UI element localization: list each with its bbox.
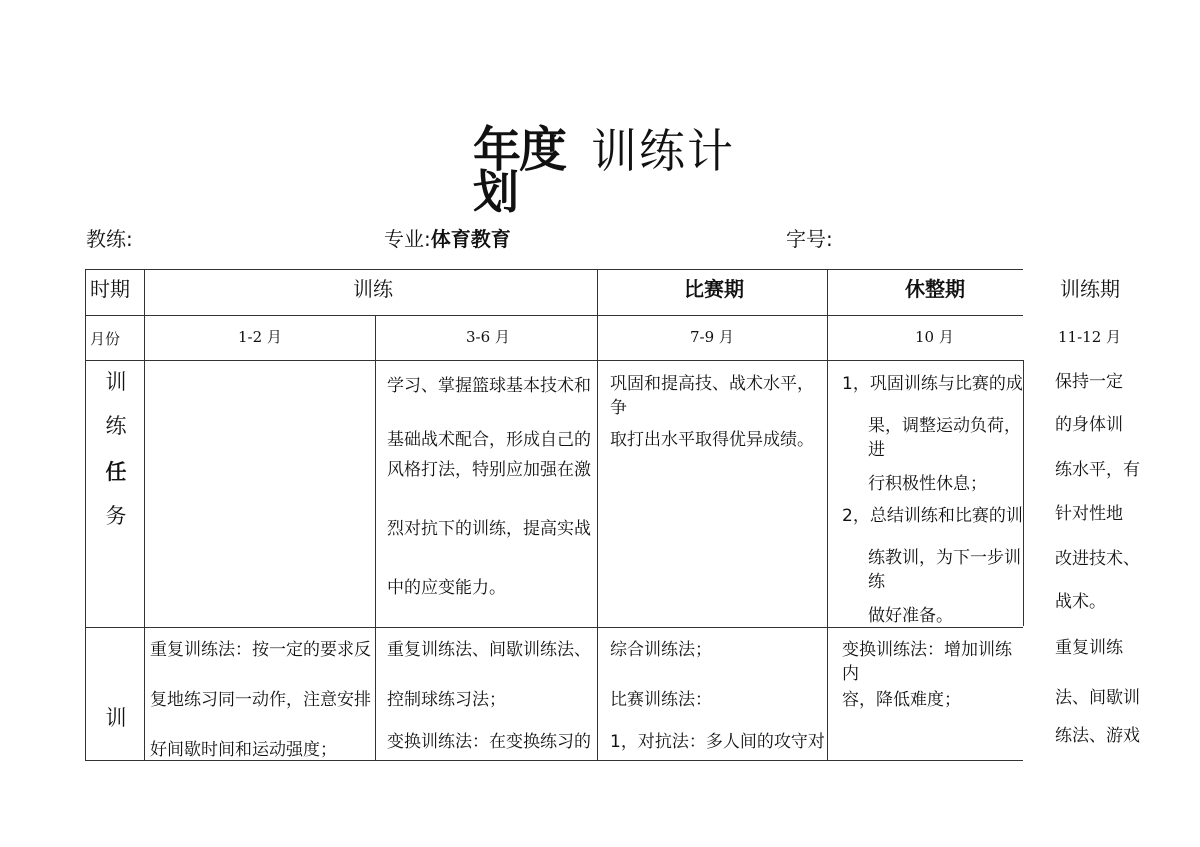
month-1-2: 1-2 月 [238, 328, 282, 346]
task-7-9-line: 巩固和提高技、战术水平，争 [610, 374, 814, 418]
task-11-12-line: 战术。 [1055, 592, 1106, 612]
method-10-line: 变换训练法：增加训练内 [842, 640, 1012, 684]
method-3-6-line: 控制球练习法； [387, 690, 506, 710]
task-11-12-line: 改进技术、 [1055, 549, 1140, 569]
period-competition: 比赛期 [684, 277, 744, 301]
method-3-6-line: 变换训练法：在变换练习的 [387, 732, 591, 752]
task-label-char: 务 [105, 504, 127, 528]
period-training-2: 训练期 [1060, 277, 1120, 301]
task-label-char: 任 [105, 460, 127, 484]
major-label: 专业: [384, 227, 431, 251]
period-training: 训练 [353, 277, 393, 301]
method-11-12-line: 练法、游戏 [1055, 726, 1140, 746]
month-7-9: 7-9 月 [690, 328, 734, 346]
task-11-12-line: 练水平，有 [1055, 460, 1140, 480]
method-1-2-line: 复地练习同一动作，注意安排 [150, 690, 371, 710]
task-3-6-line: 基础战术配合，形成自己的 [387, 430, 591, 450]
number-label: 字号: [786, 227, 833, 251]
method-1-2-line: 重复训练法：按一定的要求反 [150, 640, 371, 660]
title-part-wrapped: 划 [473, 165, 519, 219]
task-10-line: 2，总结训练和比赛的训 [842, 506, 1023, 526]
major-value: 体育教育 [430, 227, 511, 251]
month-10: 10 月 [915, 328, 954, 346]
task-10-line: 1，巩固训练与比赛的成 [842, 374, 1023, 394]
title-part-bold: 年度 [473, 122, 566, 178]
month-11-12: 11-12 月 [1058, 328, 1122, 346]
coach-label: 教练: [86, 227, 133, 251]
task-7-9-line: 取打出水平取得优异成绩。 [610, 430, 814, 450]
task-10-line: 果，调整运动负荷，进 [868, 416, 1021, 460]
method-7-9-line: 比赛训练法： [610, 690, 712, 710]
period-rest: 休整期 [905, 277, 965, 301]
method-7-9-line: 1，对抗法：多人间的攻守对 [610, 732, 825, 752]
task-3-6-line: 学习、掌握篮球基本技术和 [387, 376, 591, 396]
task-label-char: 练 [105, 414, 127, 438]
task-11-12-line: 的身体训 [1055, 415, 1123, 435]
task-11-12-line: 针对性地 [1055, 504, 1123, 524]
method-3-6-line: 重复训练法、间歇训练法、 [387, 640, 591, 660]
task-3-6-line: 烈对抗下的训练，提高实战 [387, 519, 591, 539]
major-field [384, 226, 511, 252]
month-label: 月份 [90, 330, 121, 348]
method-10-line: 容，降低难度； [842, 690, 961, 710]
method-7-9-line: 综合训练法； [610, 640, 712, 660]
task-3-6-line: 风格打法，特别应加强在激 [387, 460, 591, 480]
task-3-6-line: 中的应变能力。 [387, 578, 506, 598]
period-label: 时期 [90, 277, 130, 301]
method-11-12-line: 法、间歇训 [1055, 688, 1140, 708]
method-11-12-line: 重复训练 [1055, 638, 1123, 658]
method-1-2-line: 好间歇时间和运动强度； [150, 740, 337, 760]
title-part-regular: 训练计 [591, 124, 735, 178]
task-10-line: 练教训，为下一步训练 [868, 548, 1021, 592]
method-label: 训 [105, 706, 127, 730]
task-10-line: 行积极性休息； [868, 474, 987, 494]
task-label-char: 训 [105, 370, 127, 394]
task-10-line: 做好准备。 [868, 606, 953, 626]
month-3-6: 3-6 月 [466, 328, 510, 346]
task-11-12-line: 保持一定 [1055, 372, 1123, 392]
